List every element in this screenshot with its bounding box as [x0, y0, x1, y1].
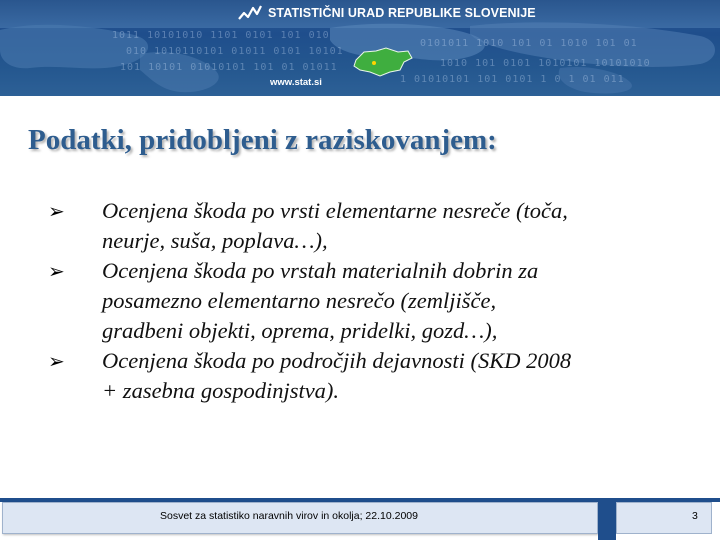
page-number: 3	[692, 510, 698, 522]
bullet-line: neurje, suša, poplava…),	[102, 228, 328, 253]
bullet-item	[48, 256, 708, 346]
logo	[238, 4, 536, 22]
bullet-line: Ocenjena škoda po vrsti elementarne nesreče (toča,	[102, 198, 568, 223]
binary-row: 1011 10101010 1101 0101 101 010	[112, 30, 330, 41]
binary-row: 101 10101 01010101 101 01 01011	[120, 62, 338, 73]
bullet-line: Ocenjena škoda po področjih dejavnosti (SKD 2008	[102, 348, 572, 373]
binary-row: 010 1010110101 01011 0101 10101	[126, 46, 344, 57]
slide-title: Podatki, pridobljeni z raziskovanjem:	[28, 124, 497, 156]
organization-name: STATISTIČNI URAD REPUBLIKE SLOVENIJE	[268, 6, 536, 20]
arrow-bullet-icon: ➢	[48, 199, 65, 223]
bullet-item	[48, 196, 708, 256]
footer-separator	[598, 500, 616, 540]
header-banner	[0, 0, 720, 96]
binary-row: 1 01010101 101 0101 1 0 1 01 011	[400, 74, 625, 85]
bullet-line: gradbeni objekti, oprema, pridelki, gozd…),	[102, 318, 498, 343]
website-url: www.stat.si	[270, 77, 322, 88]
binary-row: 0101011 1010 101 01 1010 101 01	[420, 38, 638, 49]
statistics-logo-icon	[238, 4, 262, 22]
arrow-bullet-icon: ➢	[48, 259, 65, 283]
arrow-bullet-icon: ➢	[48, 349, 65, 373]
bullet-line: Ocenjena škoda po vrstah materialnih dobrin za	[102, 258, 539, 283]
bullet-line: + zasebna gospodinjstva).	[102, 378, 340, 403]
binary-row: 1010 101 0101 1010101 10101010	[440, 58, 651, 69]
slovenia-map-icon	[350, 46, 414, 78]
bullet-item	[48, 346, 708, 406]
footer-caption: Sosvet za statistiko naravnih virov in okolja; 22.10.2009	[160, 510, 418, 522]
bullet-list	[48, 196, 708, 406]
bullet-line: posamezno elementarno nesrečo (zemljišče,	[102, 288, 497, 313]
